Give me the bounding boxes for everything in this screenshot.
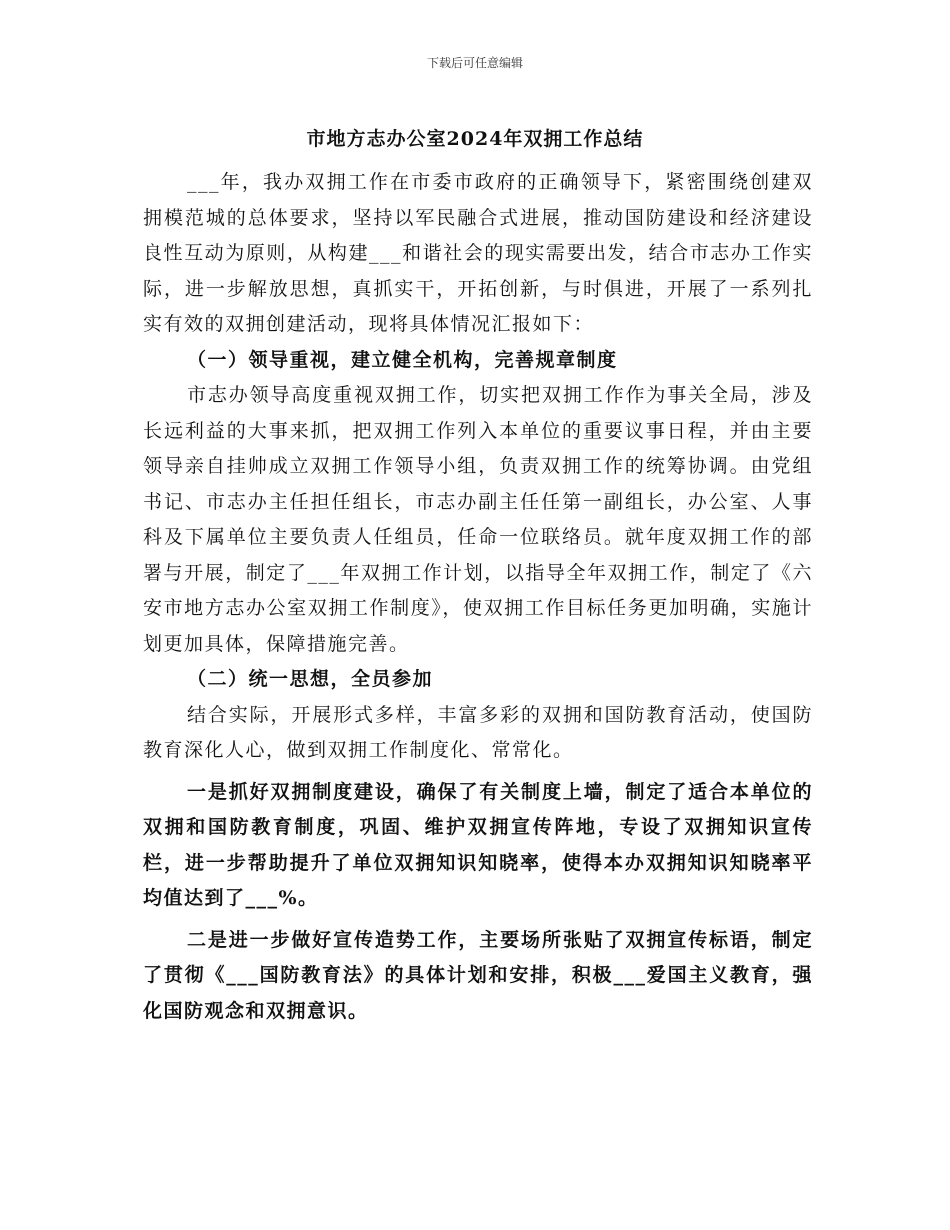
intro-paragraph: ___年，我办双拥工作在市委市政府的正确领导下，紧密围绕创建双拥模范城的总体要求，坚持以军民融合式进展，推动国防建设和经济建设良性互动为原则，从构建___和谐社会的现实需要出发，结合市志办工作实际，进一步解放思想，真抓实干，开拓创新，与时俱进，开展了一系列扎实有效的双拥创建活动，现将具体情况汇报如下： xyxy=(143,171,813,335)
document-body xyxy=(143,165,813,1029)
point-two-paragraph: 二是进一步做好宣传造势工作，主要场所张贴了双拥宣传标语，制定了贯彻《___国防教育法》的具体计划和安排，积极___爱国主义教育，强化国防观念和双拥意识。 xyxy=(143,928,813,1022)
section-heading-1: （一）领导重视，建立健全机构，完善规章制度 xyxy=(187,348,618,371)
page-header-note: 下载后可任意编辑 xyxy=(426,56,523,70)
point-one-paragraph: 一是抓好双拥制度建设，确保了有关制度上墙，制定了适合本单位的双拥和国防教育制度，巩固、维护双拥宣传阵地，专设了双拥知识宣传栏，进一步帮助提升了单位双拥知识知晓率，使得本办双拥知识知晓率平均值达到了___%。 xyxy=(143,780,813,909)
section-heading-2: （二）统一思想，全员参加 xyxy=(187,668,434,690)
section-2-paragraph: 结合实际，开展形式多样，丰富多彩的双拥和国防教育活动，使国防教育深化人心，做到双拥工作制度化、常常化。 xyxy=(143,703,813,761)
section-1-paragraph: 市志办领导高度重视双拥工作，切实把双拥工作作为事关全局，涉及长远利益的大事来抓，把双拥工作列入本单位的重要议事日程，并由主要领导亲自挂帅成立双拥工作领导小组，负责双拥工作的统筹协调。由党组书记、市志办主任担任组长，市志办副主任任第一副组长，办公室、人事科及下属单位主要负责人任组员，任命一位联络员。就年度双拥工作的部署与开展，制定了___年双拥工作计划，以指导全年双拥工作，制定了《六安市地方志办公室双拥工作制度》，使双拥工作目标任务更加明确，实施计划更加具体，保障措施完善。 xyxy=(143,384,813,655)
document-title: 市地方志办公室2024年双拥工作总结 xyxy=(306,128,644,150)
